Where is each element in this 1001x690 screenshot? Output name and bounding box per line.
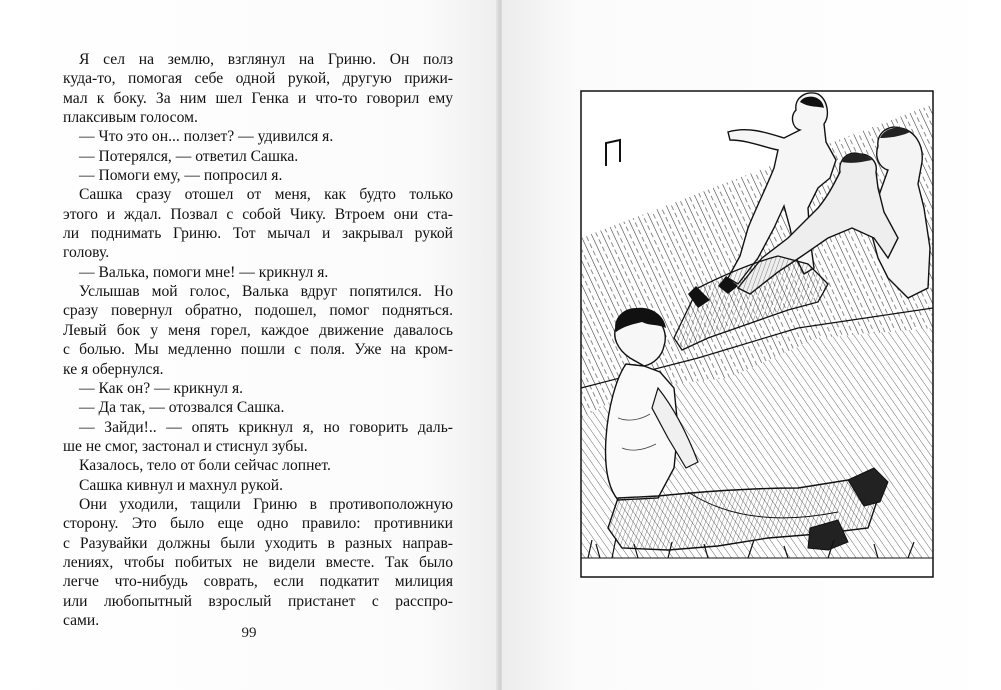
text-line: ке я обернулся.: [63, 360, 164, 378]
text-line: сами.: [63, 611, 100, 629]
text-line: — Как он? — крикнул я.: [79, 379, 244, 397]
text-line: — Да так, — отозвался Сашка.: [79, 399, 285, 417]
text-line: Казалось, тело от боли сейчас лопнет.: [79, 457, 331, 475]
text-line: — Валька, помоги мне! — крикнул я.: [79, 263, 329, 281]
text-line: Сашка сразу отошел от меня, как будто только: [79, 186, 453, 204]
text-line: голову.: [63, 244, 110, 262]
text-line: — Потерялся, — ответил Сашка.: [79, 147, 299, 165]
text-line: легче что-нибудь соврать, если подкатит милиция: [63, 573, 453, 591]
text-line: — Что это он... ползет? — удивился я.: [79, 128, 334, 146]
text-line: куда-то, помогая себе одной рукой, другую прижи-: [63, 70, 453, 88]
text-line: этого и ждал. Позвал с собой Чику. Втроем они ста-: [63, 205, 453, 223]
page-number: 99: [241, 625, 257, 641]
text-line: с Разувайки должны были уходить в разных направ-: [63, 534, 453, 552]
text-line: ли поднимать Гриню. Тот мычал и закрывал рукой: [63, 225, 453, 243]
text-line: или любопытный взрослый пристанет с расспро-: [63, 592, 453, 610]
text-line: лениях, чтобы побитых не видели вместе. Так было: [63, 553, 453, 571]
body-text: [63, 50, 453, 630]
text-line: сторону. Это было еще одно правило: противники: [63, 515, 453, 533]
text-line: с болью. Мы медленно пошли с поля. Уже на кром-: [63, 341, 453, 359]
text-line: Я сел на землю, взглянул на Гриню. Он полз: [79, 51, 453, 68]
left-page: [0, 0, 498, 690]
ink-illustration: [578, 88, 936, 584]
text-line: Сашка кивнул и махнул рукой.: [79, 476, 283, 494]
text-line: Левый бок у меня горел, каждое движение давалось: [63, 321, 453, 339]
text-line: сразу повернул обратно, подошел, помог подняться.: [63, 302, 453, 320]
text-line: плаксивым голосом.: [63, 109, 198, 127]
text-line: мал к боку. За ним шел Генка и что-то говорил ему: [63, 89, 453, 107]
text-line: Они уходили, тащили Гриню в противоположную: [79, 495, 453, 513]
text-line: ше не смог, застонал и стиснул зубы.: [63, 437, 308, 455]
text-line: — Зайди!.. — опять крикнул я, но говорить даль-: [79, 418, 453, 436]
text-line: Услышав мой голос, Валька вдруг попятился. Но: [79, 283, 453, 301]
text-line: — Помоги ему, — попросил я.: [79, 167, 283, 185]
